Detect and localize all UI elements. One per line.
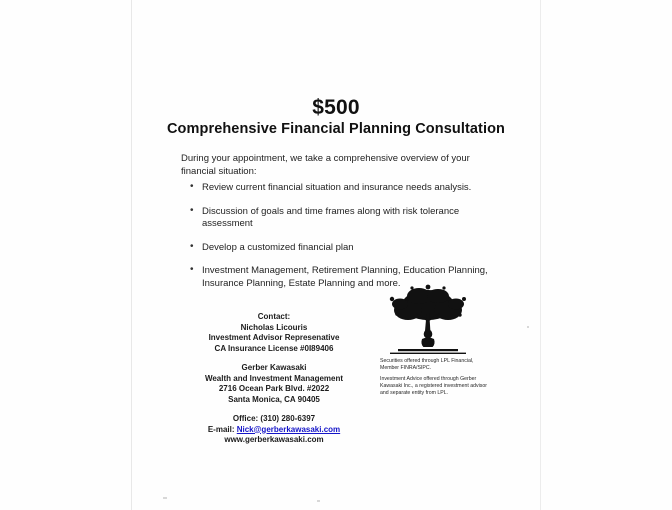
- list-item-label: Discussion of goals and time frames along with risk tolerance assessment: [202, 205, 460, 229]
- bullet-dot-icon: •: [190, 240, 194, 252]
- contact-license: CA Insurance License #0I89406: [214, 343, 334, 353]
- list-item: [188, 206, 488, 231]
- contact-name: Nicholas Licouris: [240, 322, 308, 332]
- contact-channels: [181, 414, 367, 446]
- email-label: E-mail:: [207, 424, 235, 434]
- firm-name: Gerber Kawasaki: [241, 363, 307, 372]
- contact-firm: [181, 363, 367, 405]
- firm-address-line-2: Santa Monica, CA 90405: [228, 394, 320, 404]
- list-item: [188, 182, 488, 195]
- office-phone: Office: (310) 280-6397: [232, 414, 316, 423]
- tree-with-figure-logo: [378, 283, 478, 363]
- contact-title: Investment Advisor Represenative: [208, 333, 340, 342]
- bullet-dot-icon: •: [190, 181, 194, 192]
- list-item-label: Review current financial situation and insurance needs analysis.: [202, 182, 472, 193]
- list-item: [188, 242, 488, 255]
- firm-division: Wealth and Investment Management: [204, 373, 344, 383]
- securities-disclaimer: Securities offered through LPL Financial, Member FINRA/SIPC.: [380, 358, 474, 371]
- email-link[interactable]: Nick@gerberkawasaki.com: [236, 424, 341, 434]
- list-item-label: Develop a customized financial plan: [202, 241, 354, 253]
- contact-block: [181, 312, 367, 446]
- email-row: [181, 425, 367, 436]
- page-title: Comprehensive Financial Planning Consultation: [166, 121, 506, 137]
- list-item-label: Investment Management, Retirement Planning, Education Planning, Insurance Planning, Estate Planning and more.: [202, 265, 488, 289]
- intro-paragraph: During your appointment, we take a comprehensive overview of your financial situation:: [181, 153, 470, 177]
- price-heading: $500: [312, 96, 360, 119]
- contact-person: [181, 312, 367, 354]
- bullet-dot-icon: •: [190, 264, 194, 275]
- website-row: [181, 435, 367, 446]
- bullet-dot-icon: •: [190, 204, 194, 216]
- website-link[interactable]: www.gerberkawasaki.com: [224, 435, 324, 444]
- advisory-disclaimer: Investment Advice offered through Gerber Kawasaki Inc., a registered investment advisor and separate entity from LPL.: [380, 376, 487, 396]
- firm-address-line-1: 2716 Ocean Park Blvd. #2022: [218, 384, 330, 393]
- contact-label: Contact:: [257, 312, 291, 321]
